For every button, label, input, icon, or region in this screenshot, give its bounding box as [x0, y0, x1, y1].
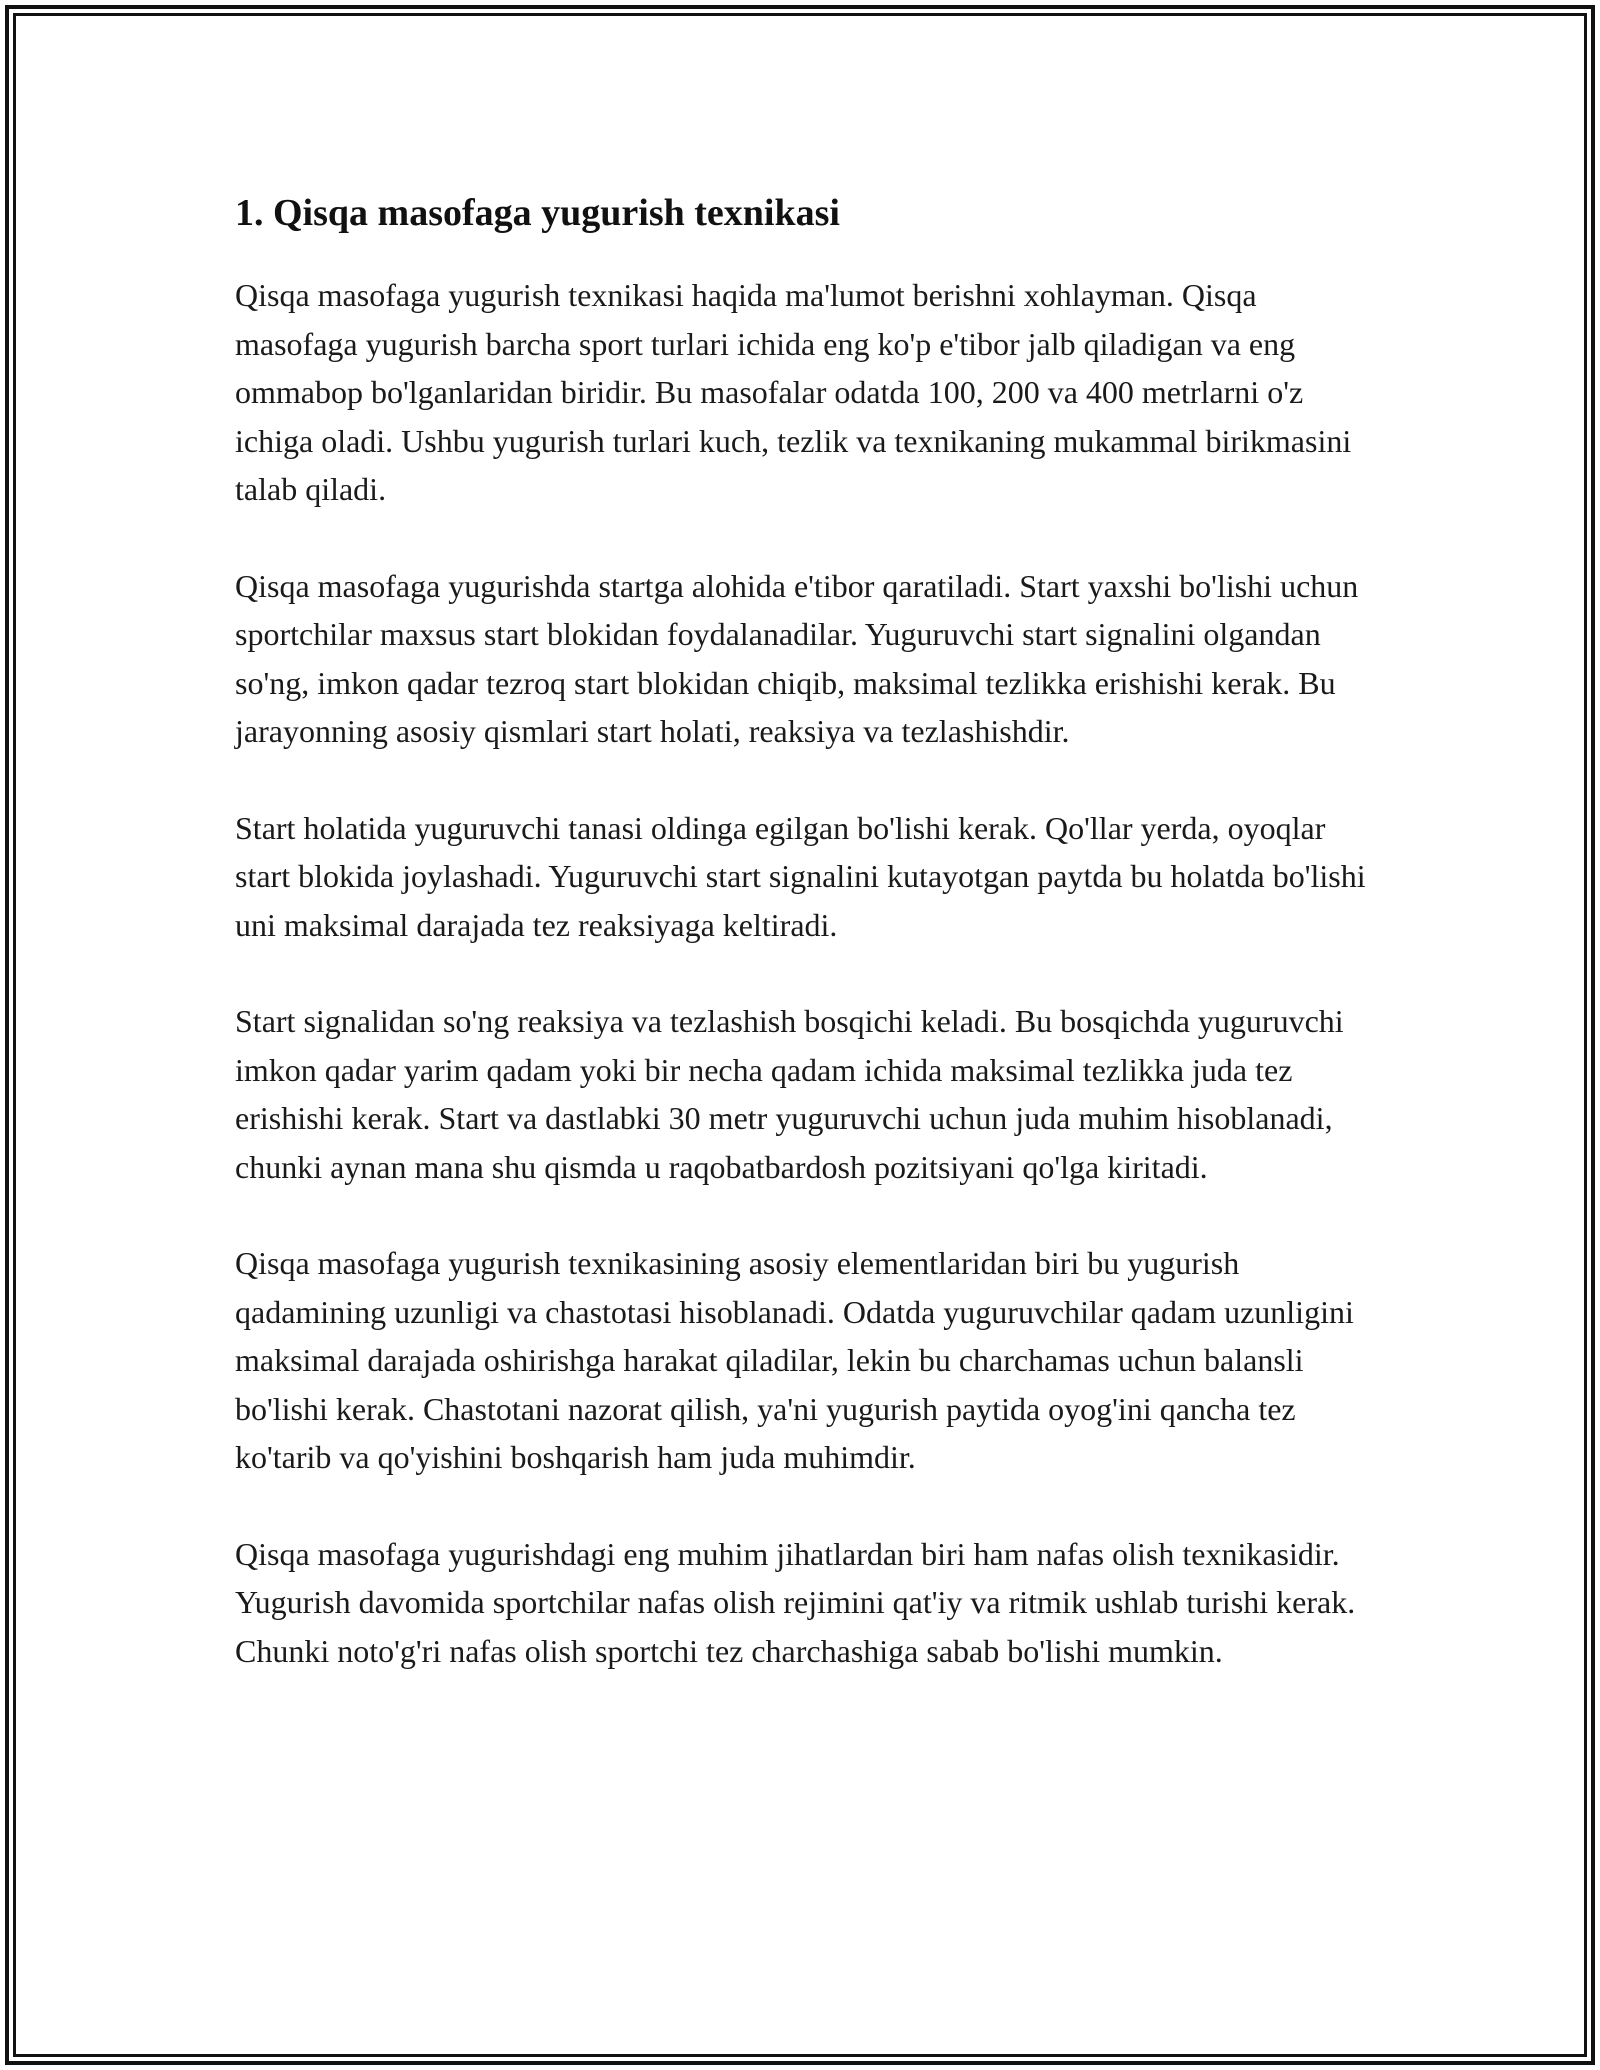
- paragraph-5: Qisqa masofaga yugurish texnikasining asosiy elementlaridan biri bu yugurish qadamining uzunligi va chastotasi hisoblanadi. Odatda yuguruvchilar qadam uzunligini maksimal darajada oshirishga harakat qiladilar, lekin bu charchamas uchun balansli bo'lishi kerak. Chastotani nazorat qilish, ya'ni yugurish paytida oyog'ini qancha tez ko'tarib va qo'yishini boshqarish ham juda muhimdir.: [235, 1245, 1354, 1475]
- paragraph-1: Qisqa masofaga yugurish texnikasi haqida ma'lumot berishni xohlayman. Qisqa masofaga yugurish barcha sport turlari ichida eng ko'p e'tibor jalb qiladigan va eng ommabop bo'lganlaridan biridir. Bu masofalar odatda 100, 200 va 400 metrlarni o'z ichiga oladi. Ushbu yugurish turlari kuch, tezlik va texnikaning mukammal birikmasini talab qiladi.: [235, 277, 1352, 507]
- paragraph-4: Start signalidan so'ng reaksiya va tezlashish bosqichi keladi. Bu bosqichda yuguruvchi imkon qadar yarim qadam yoki bir necha qadam ichida maksimal tezlikka juda tez erishishi kerak. Start va dastlabki 30 metr yuguruvchi uchun juda muhim hisoblanadi, chunki aynan mana shu qismda u raqobatbardosh pozitsiyani qo'lga kiritadi.: [235, 1003, 1344, 1185]
- paragraph-6: Qisqa masofaga yugurishdagi eng muhim jihatlardan biri ham nafas olish texnikasidir. Yugurish davomida sportchilar nafas olish rejimini qat'iy va ritmik ushlab turishi kerak. Chunki noto'g'ri nafas olish sportchi tez charchashiga sabab bo'lishi mumkin.: [235, 1535, 1356, 1669]
- paragraph-3: Start holatida yuguruvchi tanasi oldinga egilgan bo'lishi kerak. Qo'llar yerda, oyoqlar start blokida joylashadi. Yuguruvchi start signalini kutayotgan paytda bu holatda bo'lishi uni maksimal darajada tez reaksiyaga keltiradi.: [235, 809, 1366, 943]
- paragraph-2: Qisqa masofaga yugurishda startga alohida e'tibor qaratiladi. Start yaxshi bo'lishi uchun sportchilar maxsus start blokidan foydalanadilar. Yuguruvchi start signalini olgandan so'ng, imkon qadar tezroq start blokidan chiqib, maksimal tezlikka erishishi kerak. Bu jarayonning asosiy qismlari start holati, reaksiya va tezlashishdir.: [235, 567, 1359, 749]
- document-body: [235, 185, 1370, 1723]
- section-heading: 1. Qisqa masofaga yugurish texnikasi: [235, 192, 840, 234]
